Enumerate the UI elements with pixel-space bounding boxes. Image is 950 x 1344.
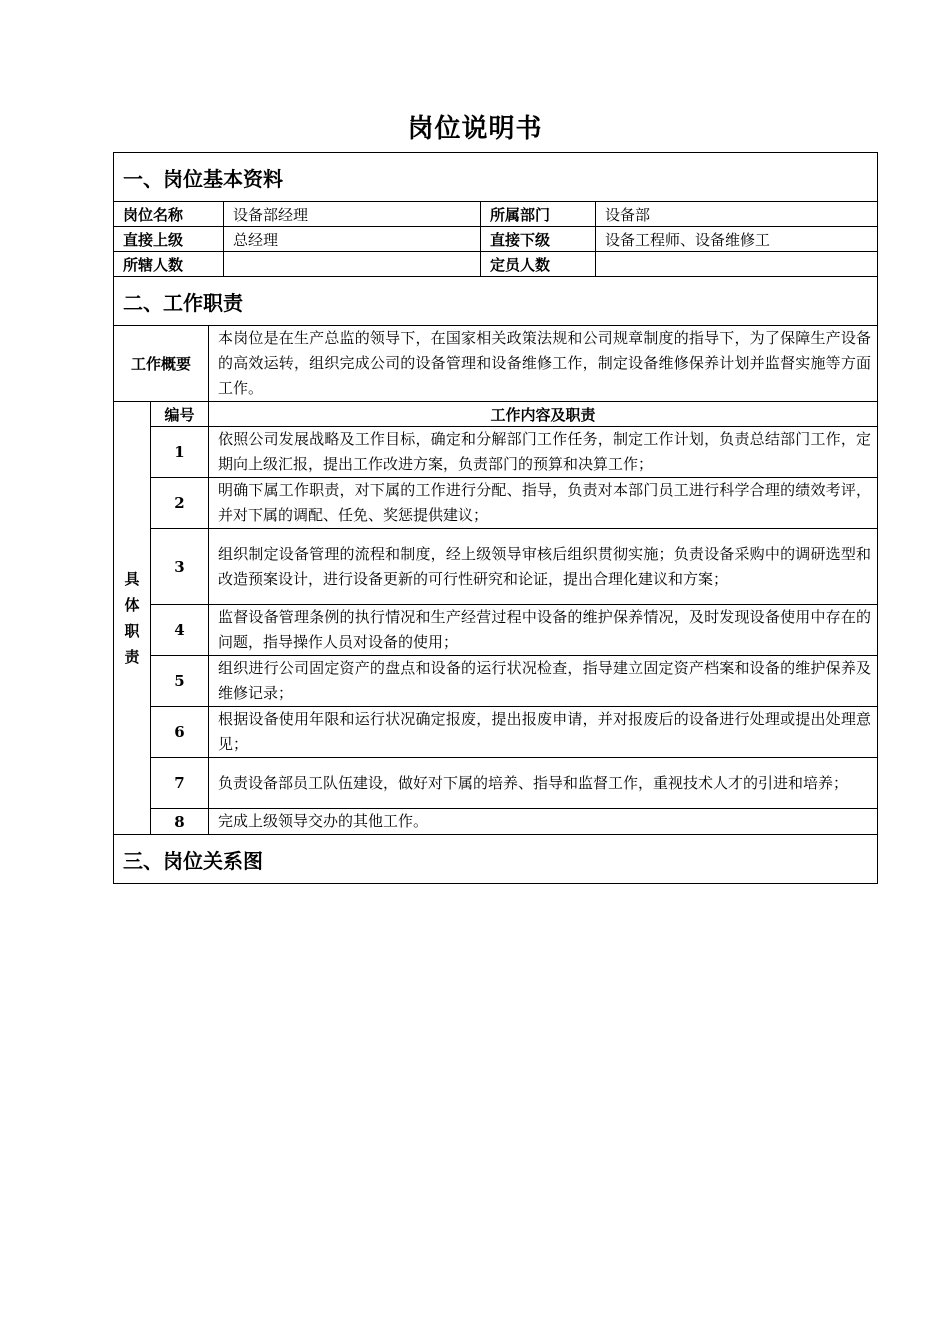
basic-info-row <box>114 202 878 227</box>
label-headcount: 所辖人数 <box>114 252 224 277</box>
duty-text: 负责设备部员工队伍建设，做好对下属的培养、指导和监督工作，重视技术人才的引进和培养； <box>209 758 878 809</box>
section3-heading-row <box>114 835 878 884</box>
section2-heading: 二、工作职责 <box>114 277 878 326</box>
section3-heading: 三、岗位关系图 <box>114 835 878 884</box>
duty-text: 组织制定设备管理的流程和制度，经上级领导审核后组织贯彻实施；负责设备采购中的调研选型和改造预案设计，进行设备更新的可行性研究和论证，提出合理化建议和方案； <box>209 529 878 605</box>
value-headcount <box>224 252 481 277</box>
label-staff-quota: 定员人数 <box>481 252 596 277</box>
duty-number: 4 <box>151 605 209 656</box>
basic-info-row <box>114 227 878 252</box>
value-direct-superior: 总经理 <box>224 227 481 252</box>
duty-row <box>114 529 878 605</box>
summary-row <box>114 326 878 402</box>
section1-heading-row <box>114 153 878 202</box>
duty-number: 2 <box>151 478 209 529</box>
summary-text: 本岗位是在生产总监的领导下，在国家相关政策法规和公司规章制度的指导下，为了保障生产设备的高效运转，组织完成公司的设备管理和设备维修工作，制定设备维修保养计划并监督实施等方面工作。 <box>209 326 878 402</box>
duty-text: 监督设备管理条例的执行情况和生产经营过程中设备的维护保养情况，及时发现设备使用中存在的问题，指导操作人员对设备的使用； <box>209 605 878 656</box>
duty-text: 明确下属工作职责，对下属的工作进行分配、指导，负责对本部门员工进行科学合理的绩效考评，并对下属的调配、任免、奖惩提供建议； <box>209 478 878 529</box>
duty-row <box>114 605 878 656</box>
duty-row <box>114 427 878 478</box>
duty-row <box>114 809 878 835</box>
duty-number: 8 <box>151 809 209 835</box>
duty-text: 根据设备使用年限和运行状况确定报废，提出报废申请，并对报废后的设备进行处理或提出处理意见； <box>209 707 878 758</box>
summary-label: 工作概要 <box>114 326 209 402</box>
label-direct-subordinate: 直接下级 <box>481 227 596 252</box>
basic-info-row <box>114 252 878 277</box>
duty-row <box>114 478 878 529</box>
value-staff-quota <box>596 252 878 277</box>
label-position-name: 岗位名称 <box>114 202 224 227</box>
value-position-name: 设备部经理 <box>224 202 481 227</box>
job-description-table <box>113 152 878 884</box>
value-direct-subordinate: 设备工程师、设备维修工 <box>596 227 878 252</box>
duty-row <box>114 656 878 707</box>
duty-row <box>114 758 878 809</box>
duty-text: 组织进行公司固定资产的盘点和设备的运行状况检查，指导建立固定资产档案和设备的维护保养及维修记录； <box>209 656 878 707</box>
duties-label: 具体职责 <box>124 570 140 666</box>
duty-number: 5 <box>151 656 209 707</box>
value-department: 设备部 <box>596 202 878 227</box>
duty-text: 依照公司发展战略及工作目标，确定和分解部门工作任务，制定工作计划，负责总结部门工作，定期向上级汇报，提出工作改进方案，负责部门的预算和决算工作； <box>209 427 878 478</box>
duty-number: 3 <box>151 529 209 605</box>
document-title: 岗位说明书 <box>407 114 543 144</box>
duty-text: 完成上级领导交办的其他工作。 <box>209 809 878 835</box>
label-direct-superior: 直接上级 <box>114 227 224 252</box>
section2-heading-row <box>114 277 878 326</box>
duties-vertical-label <box>114 402 151 835</box>
label-department: 所属部门 <box>481 202 596 227</box>
duty-row <box>114 707 878 758</box>
section1-heading: 一、岗位基本资料 <box>114 153 878 202</box>
column-header-content: 工作内容及职责 <box>209 402 878 427</box>
duty-number: 7 <box>151 758 209 809</box>
column-header-number: 编号 <box>151 402 209 427</box>
duty-number: 6 <box>151 707 209 758</box>
duties-header-row <box>114 402 878 427</box>
duty-number: 1 <box>151 427 209 478</box>
